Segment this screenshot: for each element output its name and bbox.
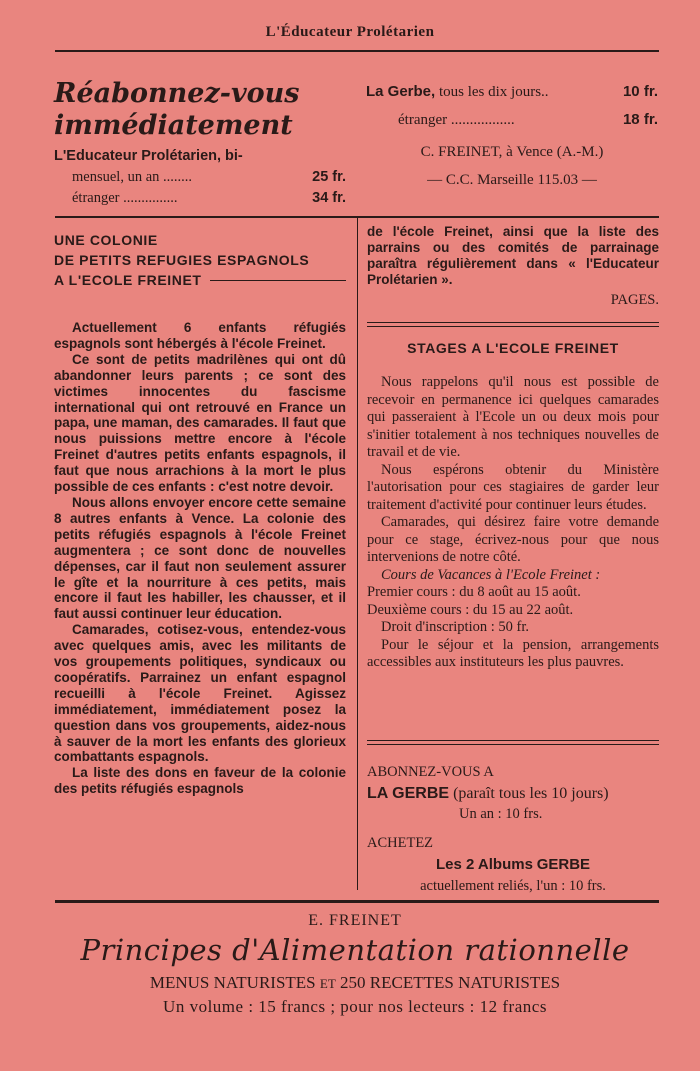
colony-continuation: de l'école Freinet, ainsi que la liste des parrains ou des comités de parrainage paraîtra régulièrement dans « l'Educateur Prolétarien ». bbox=[367, 224, 659, 287]
journal-foreign-label: étranger ............... bbox=[72, 190, 178, 206]
stages-title: STAGES A L'ECOLE FREINET bbox=[407, 340, 619, 356]
header-rule bbox=[55, 50, 659, 52]
right-column bbox=[367, 224, 659, 309]
column-divider bbox=[357, 218, 358, 890]
gerbe-price-block bbox=[366, 78, 658, 194]
course-first: Premier cours : du 8 août au 15 août. bbox=[367, 584, 581, 600]
gerbe-name: La Gerbe, bbox=[366, 83, 436, 100]
subscribe-block bbox=[54, 78, 346, 209]
colony-paragraph: La liste des dons en faveur de la colonie des petits réfugiés espagnols bbox=[54, 765, 346, 797]
subtitle-and: ET bbox=[319, 976, 336, 991]
colony-title bbox=[54, 230, 346, 290]
journal-annual-label: mensuel, un an ........ bbox=[72, 169, 193, 185]
gerbe-address: C. FREINET, à Vence (A.-M.) bbox=[420, 144, 604, 160]
gerbe-frequency: tous les dix jours.. bbox=[438, 84, 549, 100]
ads-section bbox=[367, 762, 659, 897]
journal-annual-price: 25 fr. bbox=[312, 169, 346, 185]
stages-paragraph: Pour le séjour et la pension, arrangements accessibles aux instituteurs les plus pauvres. bbox=[367, 636, 659, 670]
book-subtitle bbox=[40, 972, 670, 995]
book-title: Principes d'Alimentation rationnelle bbox=[80, 933, 630, 967]
journal-header: L'Éducateur Prolétarien bbox=[265, 24, 435, 40]
book-price: Un volume : 15 francs ; pour nos lecteurs : 12 francs bbox=[163, 997, 547, 1016]
footer-block bbox=[40, 912, 670, 1019]
registration-fee: Droit d'inscription : 50 fr. bbox=[381, 619, 530, 635]
colony-paragraph: Camarades, cotisez-vous, entendez-vous avec quelques amis, avec les militants de vos groupements politiques, syndicaux ou coopératifs. Parrainez un enfant espagnol recueilli à l'école Freinet. Agissez immédiatement, immédiatement posez la question dans vos groupements, aidez-nous à sauver de la mort les enfants des glorieux combattants espagnols. bbox=[54, 622, 346, 765]
stages-paragraph: Nous espérons obtenir du Ministère l'autorisation pour ces stagiaires de garder leur traitement d'activité pour continuer leurs études. bbox=[367, 461, 659, 513]
subscribe-label: ABONNEZ-VOUS A bbox=[367, 764, 494, 780]
gerbe-foreign-label: étranger ................. bbox=[398, 112, 515, 128]
journal-foreign-price: 34 fr. bbox=[312, 190, 346, 206]
colony-paragraph: Actuellement 6 enfants réfugiés espagnols sont hébergés à l'école Freinet. bbox=[54, 320, 346, 351]
book-author: E. FREINET bbox=[308, 912, 402, 929]
colony-title-line3: A L'ECOLE FREINET bbox=[54, 272, 202, 288]
gerbe-ad-price: Un an : 10 frs. bbox=[459, 806, 543, 822]
ads-top-rule bbox=[367, 740, 659, 745]
colony-title-line1: UNE COLONIE bbox=[54, 232, 158, 248]
title-underline bbox=[210, 280, 346, 281]
gerbe-ad-frequency: (paraît tous les 10 jours) bbox=[453, 785, 609, 802]
stages-top-rule bbox=[367, 322, 659, 327]
albums-price: actuellement reliés, l'un : 10 frs. bbox=[420, 878, 606, 894]
colony-signature: PAGES. bbox=[610, 291, 659, 308]
stages-section bbox=[367, 338, 659, 672]
albums-prefix: Les 2 Albums bbox=[435, 856, 533, 873]
courses-title: Cours de Vacances à l'Ecole Freinet : bbox=[381, 566, 601, 583]
subtitle-menus: MENUS NATURISTES bbox=[149, 973, 316, 992]
footer-rule bbox=[55, 900, 659, 903]
stages-paragraph: Nous rappelons qu'il nous est possible de recevoir en permanence ici quelques camarades qui passeraient à l'Ecole un ou deux mois pour s'initier totalement à nos techniques nouvelles de travail et de vie. bbox=[367, 374, 659, 460]
albums-name: GERBE bbox=[536, 856, 591, 873]
subtitle-recipes: 250 RECETTES NATURISTES bbox=[340, 973, 561, 992]
stages-paragraph: Camarades, qui désirez faire votre demande pour ce stage, écrivez-nous pour que nous intervenions de notre côté. bbox=[367, 514, 659, 565]
course-second: Deuxième cours : du 15 au 22 août. bbox=[367, 601, 574, 618]
journal-line1: L'Educateur Prolétarien, bi- bbox=[54, 148, 243, 164]
gerbe-price: 10 fr. bbox=[622, 83, 658, 100]
subscribe-title-line2: immédiatement bbox=[54, 110, 293, 141]
gerbe-foreign-price: 18 fr. bbox=[622, 111, 658, 128]
subscribe-title-line1: Réabonnez-vous bbox=[54, 78, 300, 109]
colony-article-body bbox=[54, 320, 346, 797]
colony-title-line2: DE PETITS REFUGIES ESPAGNOLS bbox=[54, 252, 310, 268]
colony-paragraph: Ce sont de petits madrilènes qui ont dû abandonner leurs parents ; ce sont des victimes innocentes du fascisme international qui ont retrouvé en France un papa, une maman, des camarades. Il faut que nous puissions mettre encore à l'école Freinet d'autres petits enfants espagnols, il faut que nous arrachions à la mort le plus possible de ces enfants : c'est notre devoir. bbox=[54, 351, 346, 495]
gerbe-account: — C.C. Marseille 115.03 — bbox=[427, 172, 597, 188]
buy-label: ACHETEZ bbox=[367, 835, 434, 851]
gerbe-ad-name: LA GERBE bbox=[367, 785, 450, 802]
colony-paragraph: Nous allons envoyer encore cette semaine 8 autres enfants à Vence. La colonie des petits réfugiés espagnols à l'école Freinet augmentera ; ce sont donc de nouvelles dépenses, car il faut non seulement assurer le gîte et la nourriture à ces petits, mais encore il faut les habiller, les chausser, et il faut aussi continuer leur éducation. bbox=[54, 494, 346, 622]
